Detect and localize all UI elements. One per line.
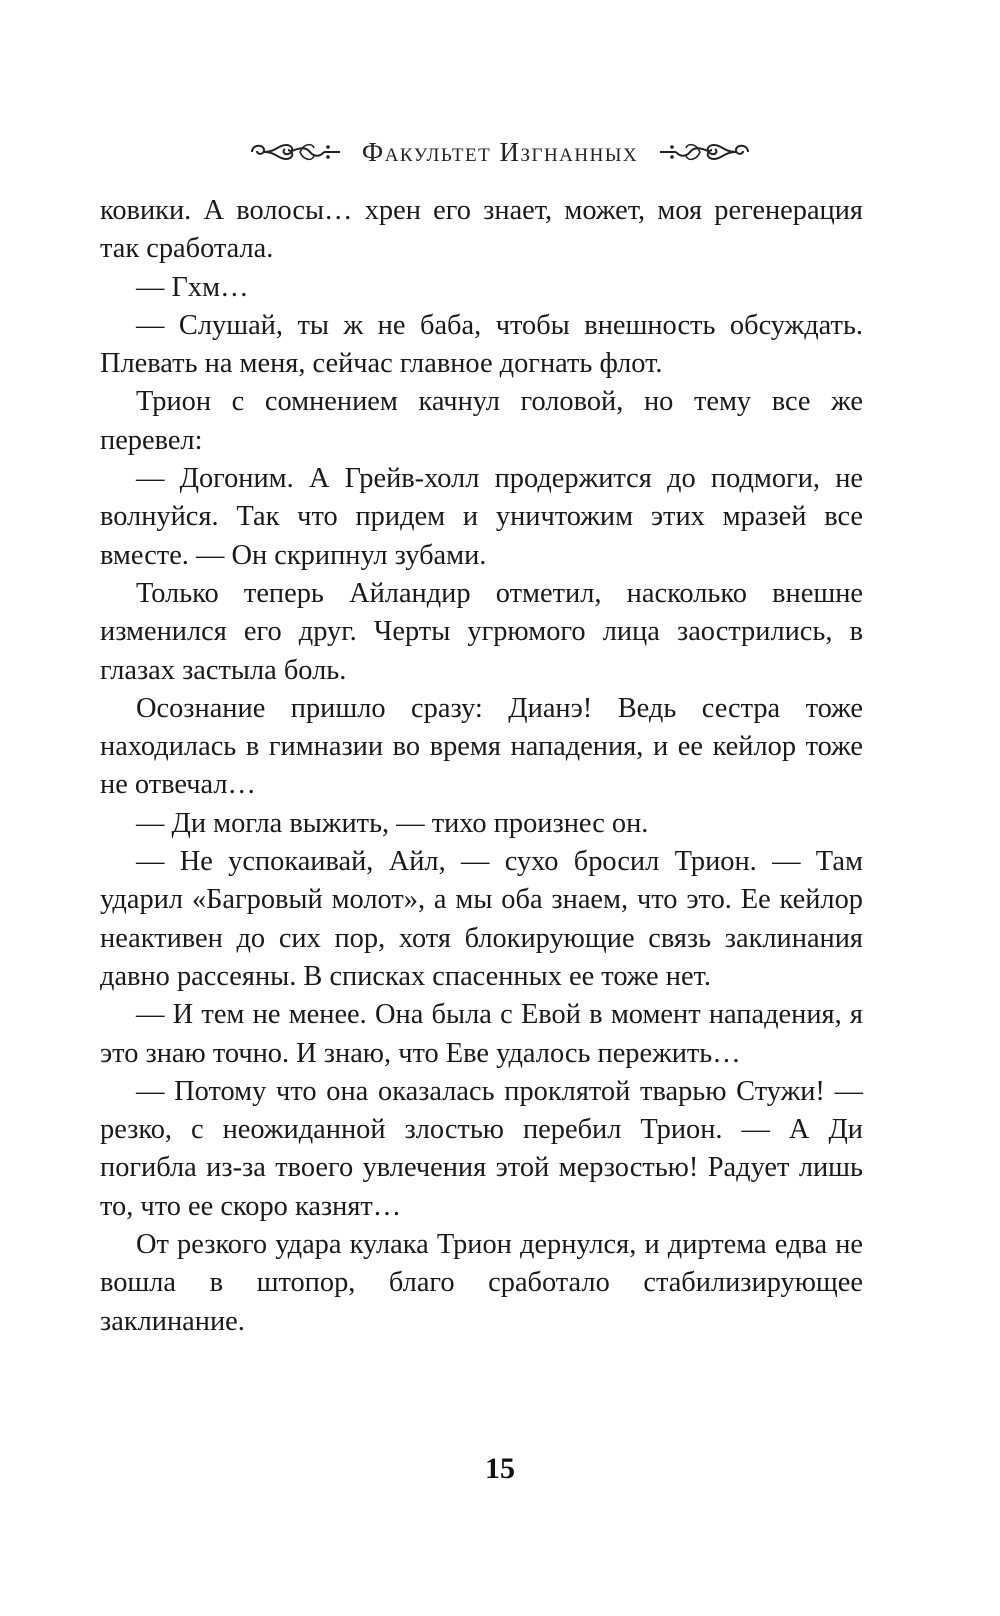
paragraph: — Догоним. А Грейв-холл продержится до подмоги, не волнуйся. Так что придем и уничтожим этих мразей все вместе. — Он скрипнул зубами. bbox=[100, 463, 863, 571]
paragraph: — И тем не менее. Она была с Евой в момент нападения, я это знаю точно. И знаю, что Еве удалось пережить… bbox=[100, 999, 863, 1069]
paragraph: ковики. А волосы… хрен его знает, может, моя регенерация так сработала. bbox=[100, 195, 863, 265]
paragraph: — Слушай, ты ж не баба, чтобы внешность обсуждать. Плевать на меня, сейчас главное догнать флот. bbox=[100, 309, 863, 380]
paragraph: От резкого удара кулака Трион дернулся, и диртема едва не вошла в штопор, благо сработало стабилизирующее заклинание. bbox=[100, 1229, 863, 1337]
paragraph: — Потому что она оказалась проклятой тварью Стужи! — резко, с неожиданной злостью перебил Трион. — А Ди погибла из-за твоего увлечения этой мерзостью! Радует лишь то, что ее скоро казнят… bbox=[100, 1075, 863, 1222]
flourish-left-icon bbox=[244, 137, 344, 167]
running-title: Факультет Изгнанных bbox=[361, 136, 639, 167]
paragraph: — Гхм… bbox=[136, 271, 249, 303]
paragraph: Только теперь Айландир отметил, насколько внешне изменился его друг. Черты угрюмого лица заострились, в глазах застыла боль. bbox=[100, 577, 863, 686]
flourish-right-icon bbox=[656, 137, 756, 167]
body-text bbox=[100, 192, 863, 1341]
paragraph: — Ди могла выжить, — тихо произнес он. bbox=[136, 807, 649, 839]
paragraph: Осознание пришло сразу: Дианэ! Ведь сестра тоже находилась в гимназии во время нападения, и ее кейлор тоже не отвечал… bbox=[100, 692, 863, 801]
page-number: 15 bbox=[485, 1452, 515, 1485]
running-header bbox=[0, 132, 1000, 172]
paragraph: — Не успокаивай, Айл, — сухо бросил Трион. — Там ударил «Багровый молот», а мы оба знаем, что это. Ее кейлор неактивен до сих пор, хотя блокирующие связь заклинания давно рассеяны. В списках спасенных ее тоже нет. bbox=[100, 846, 863, 992]
paragraph: Трион с сомнением качнул головой, но тему все же перевел: bbox=[100, 386, 863, 456]
